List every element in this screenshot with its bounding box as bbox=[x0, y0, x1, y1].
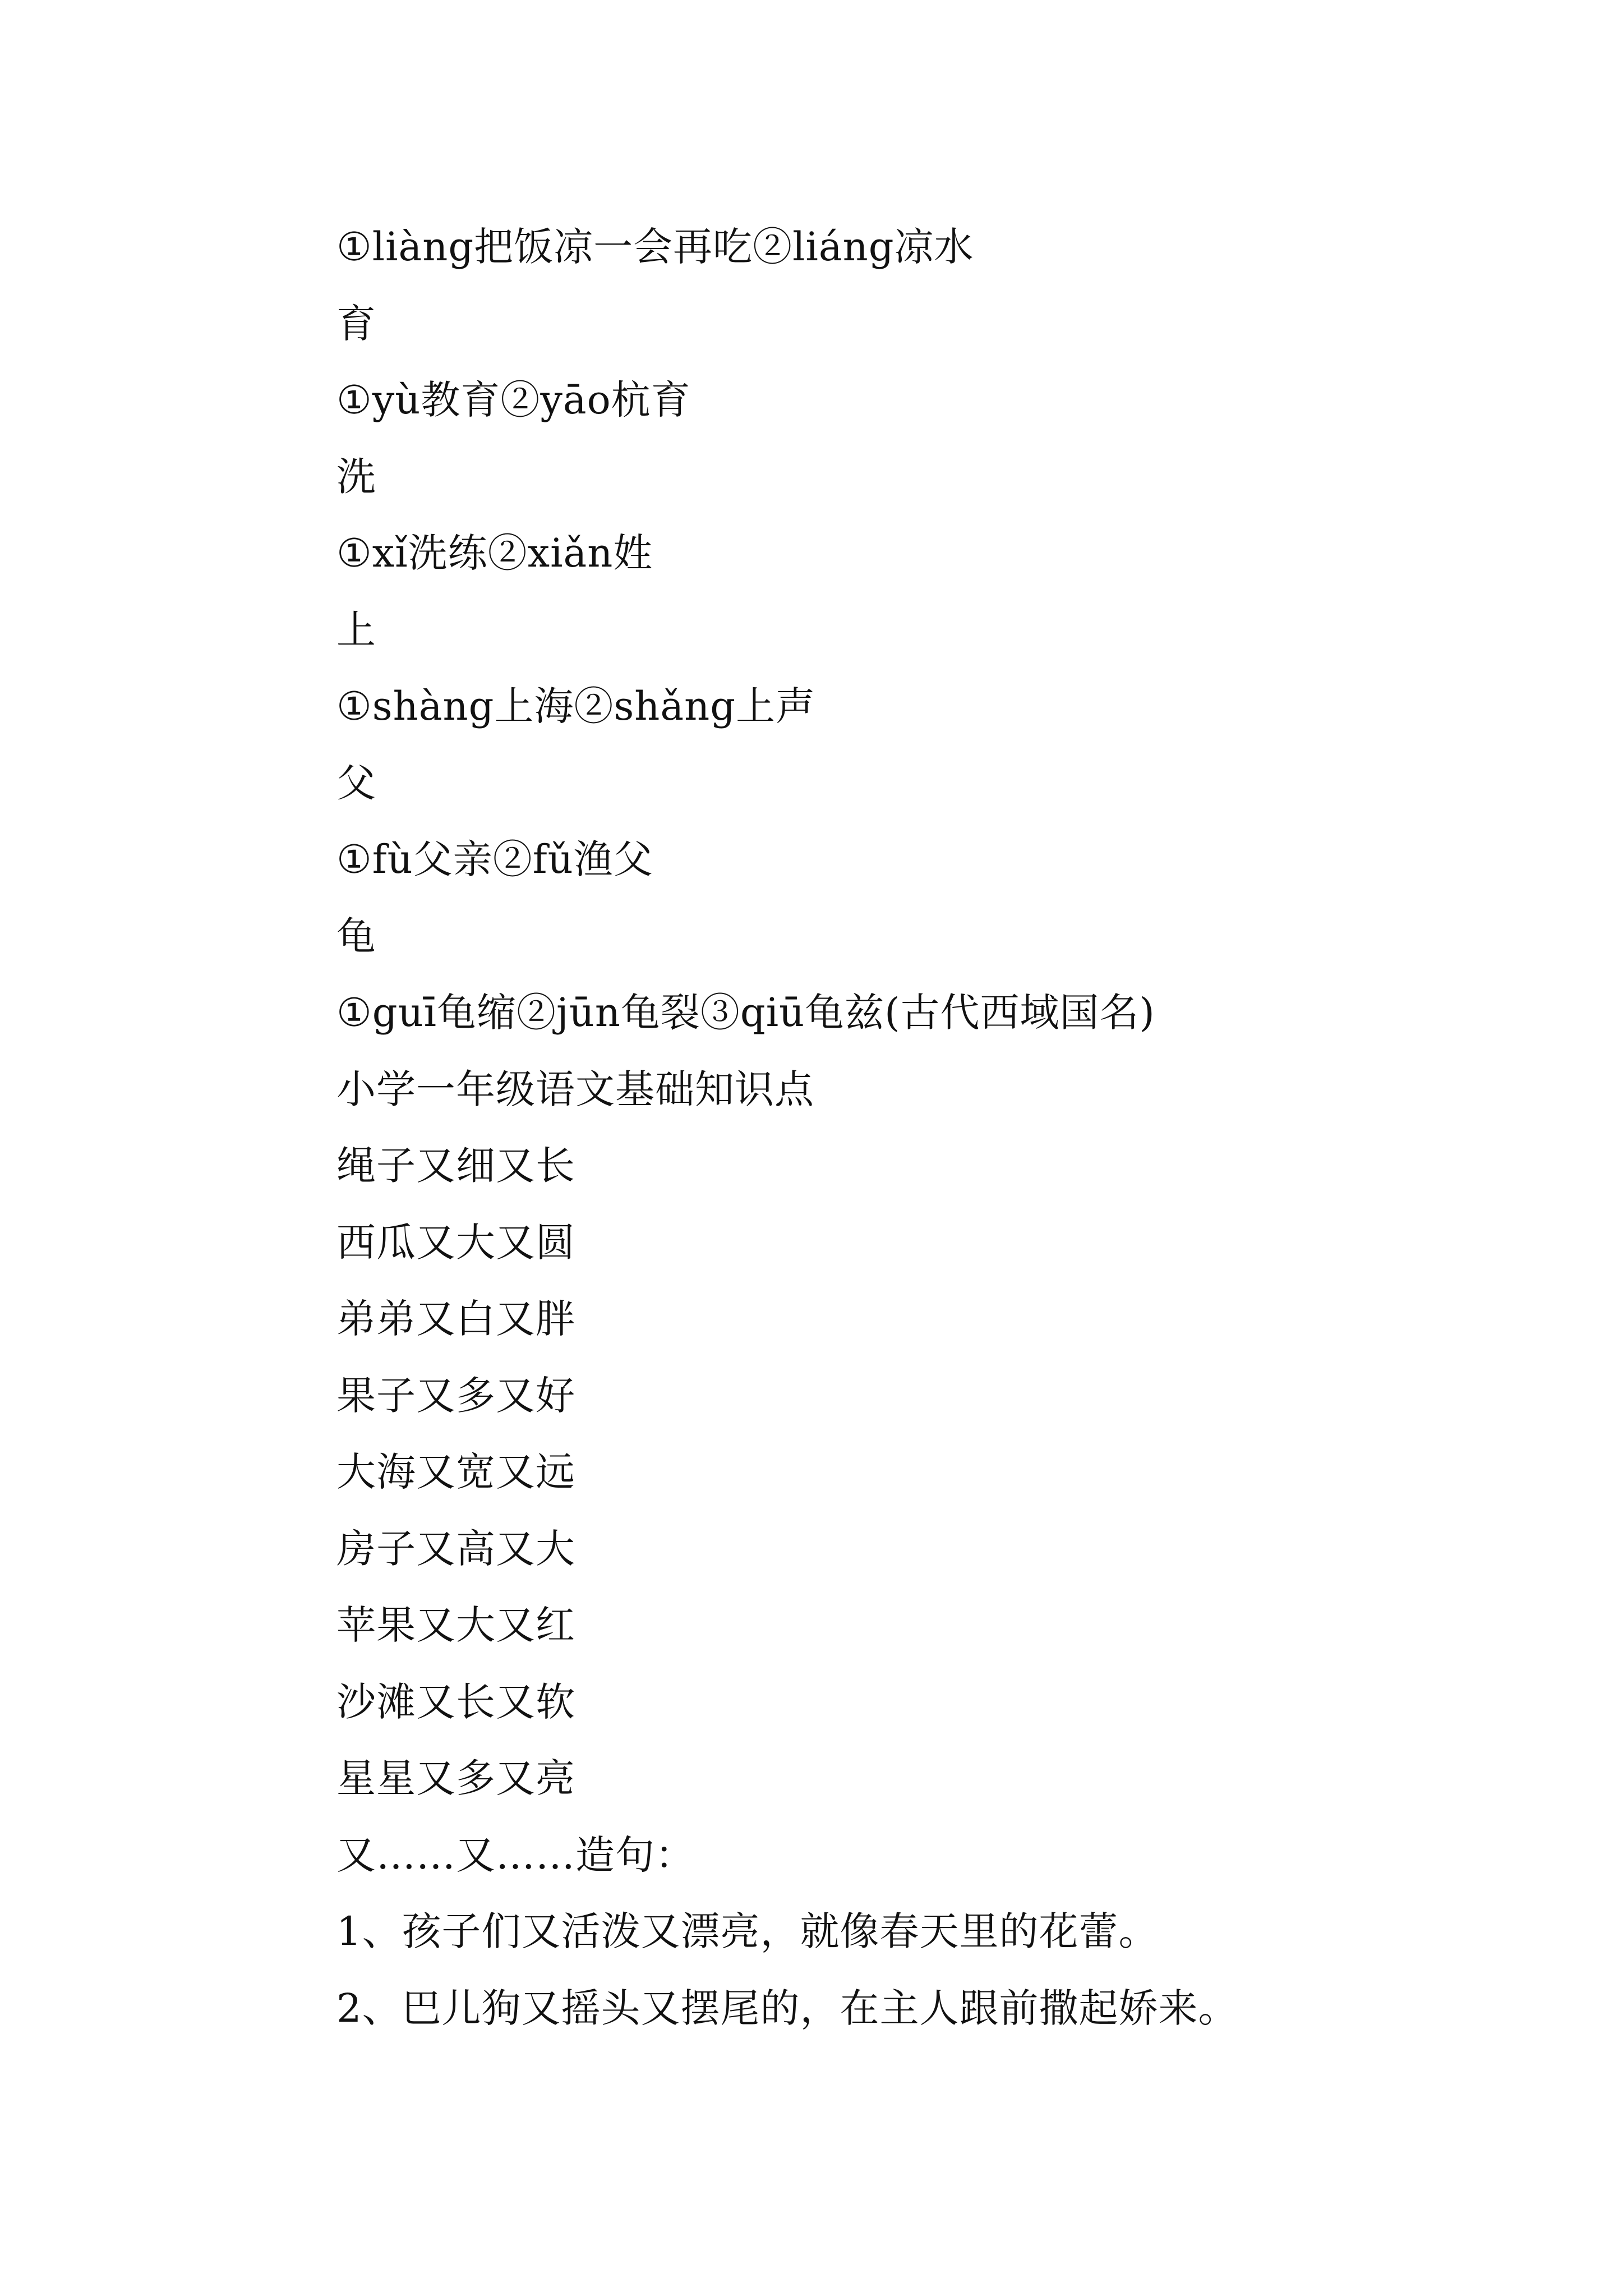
text-line: 果子又多又好 bbox=[336, 1372, 575, 1419]
text-line: 父 bbox=[336, 760, 376, 806]
text-line: 绳子又细又长 bbox=[336, 1143, 575, 1189]
text-line: 苹果又大又红 bbox=[336, 1602, 575, 1648]
text-line: 龟 bbox=[336, 913, 376, 959]
text-line: ①liàng把饭凉一会再吃②liáng凉水 bbox=[336, 224, 974, 270]
text-line: 又……又……造句： bbox=[336, 1832, 695, 1878]
text-line: 洗 bbox=[336, 453, 376, 500]
text-line: ①yù教育②yāo杭育 bbox=[336, 377, 691, 423]
text-line: ①shàng上海②shǎng上声 bbox=[336, 683, 816, 729]
text-line: 西瓜又大又圆 bbox=[336, 1219, 575, 1266]
text-line: 沙滩又长又软 bbox=[336, 1678, 575, 1725]
text-line: 上 bbox=[336, 606, 376, 653]
text-line: ①guī龟缩②jūn龟裂③qiū龟兹(古代西域国名) bbox=[336, 990, 1155, 1036]
text-line: ①fù父亲②fǔ渔父 bbox=[336, 836, 653, 882]
document-body bbox=[336, 209, 1570, 2046]
text-line: ①xǐ洗练②xiǎn姓 bbox=[336, 530, 653, 576]
text-line: 2、巴儿狗又摇头又摆尾的，在主人跟前撒起娇来。 bbox=[336, 1985, 1238, 2031]
text-line: 1、孩子们又活泼又漂亮，就像春天里的花蕾。 bbox=[336, 1908, 1159, 1954]
text-line: 星星又多又亮 bbox=[336, 1755, 575, 1801]
text-line: 房子又高又大 bbox=[336, 1525, 575, 1572]
text-line: 弟弟又白又胖 bbox=[336, 1296, 575, 1342]
text-line: 育 bbox=[336, 300, 376, 347]
text-line: 大海又宽又远 bbox=[336, 1449, 575, 1495]
section-heading: 小学一年级语文基础知识点 bbox=[336, 1066, 814, 1112]
